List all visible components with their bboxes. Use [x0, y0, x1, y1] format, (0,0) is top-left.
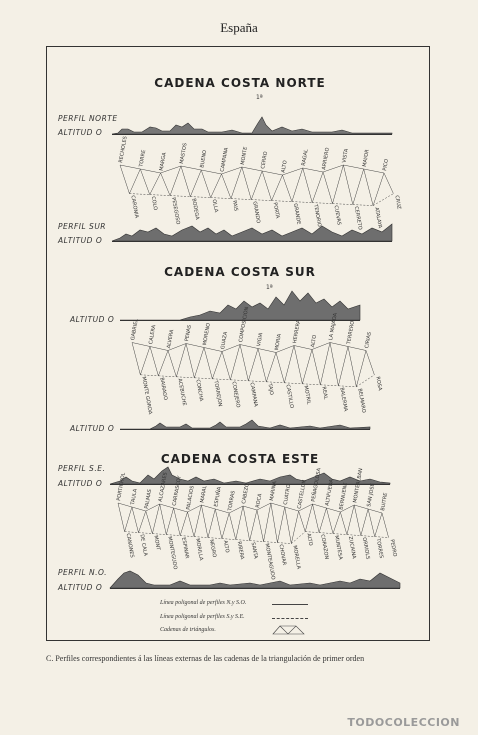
- triangle-edge: [305, 532, 319, 533]
- triangle-edge: [240, 345, 248, 381]
- triangle-edge: [140, 347, 150, 375]
- triangle-edge: [320, 385, 338, 386]
- station-label: PAIS: [230, 199, 239, 212]
- triangle-edge: [150, 173, 161, 195]
- station-label: BERNUENE: [338, 482, 350, 511]
- station-label: SANTA: [249, 541, 259, 560]
- station-label: ALCAZARES: [157, 471, 169, 503]
- triangle-edge: [326, 508, 333, 534]
- triangle-edge: [248, 381, 266, 382]
- triangle-edge: [150, 347, 158, 376]
- triangle-edge: [180, 512, 187, 536]
- station-label: TORRES: [374, 537, 385, 559]
- triangle-edge: [132, 507, 139, 533]
- station-label: MAYOR: [361, 149, 371, 168]
- section-title-norte: CADENA COSTA NORTE: [154, 76, 326, 90]
- station-label: MORILLA: [194, 537, 204, 561]
- station-label: CALERA: [148, 324, 158, 345]
- station-label: ALTIFUEDA: [324, 478, 336, 507]
- triangle-edge: [264, 542, 278, 543]
- station-label: BUITRE: [380, 492, 390, 512]
- triangle-edge: [194, 505, 201, 537]
- triangle-edge: [257, 510, 264, 542]
- triangle-edge: [343, 165, 352, 205]
- triangle-edge: [361, 536, 375, 537]
- triangle-edge: [284, 383, 302, 384]
- section-title-sur: CADENA COSTA SUR: [164, 265, 316, 279]
- triangle-edge: [231, 167, 242, 199]
- station-label: CUATRO: [282, 483, 293, 506]
- station-label: COLO: [149, 195, 159, 211]
- station-label: MONTEALBAN: [352, 467, 365, 504]
- station-label: CERRETO: [352, 205, 363, 231]
- station-label: ROSA: [374, 376, 383, 392]
- station-label: RAGAL: [300, 148, 310, 167]
- chain-sur: [124, 306, 383, 415]
- triangle-edge: [222, 539, 236, 540]
- triangle-edge: [208, 538, 222, 539]
- triangle-edge: [212, 379, 230, 380]
- triangle-edge: [292, 168, 303, 202]
- station-label: CHOVAR: [277, 543, 288, 566]
- triangle-edge: [222, 352, 230, 380]
- station-label: ZUCAINA: [346, 535, 357, 560]
- station-label: CABEZO: [241, 482, 251, 505]
- triangle-edge: [258, 349, 266, 382]
- station-label: GRANDE: [291, 202, 302, 225]
- altitud-sur-bottom: ALTITUD O: [70, 424, 115, 433]
- triangle-edge: [174, 508, 181, 536]
- station-label: CONEJERO: [230, 381, 241, 409]
- triangle-edge: [382, 513, 389, 538]
- triangle-edge: [248, 349, 258, 381]
- triangle-edge: [132, 343, 140, 375]
- station-label: CRUZ: [393, 194, 402, 210]
- station-label: TAJO: [266, 383, 275, 396]
- triangle-edge: [338, 347, 348, 386]
- station-label: TORRAS: [227, 490, 237, 512]
- station-label: OLLA: [210, 198, 219, 213]
- triangle-edge: [330, 343, 338, 386]
- triangle-edge: [305, 504, 312, 532]
- station-label: ARRIERO: [321, 147, 331, 171]
- station-label: PORTICHOL: [116, 472, 127, 502]
- station-label: CARONIA: [129, 194, 140, 219]
- station-label: CAMPANA: [248, 382, 259, 408]
- triangle-edge: [319, 508, 326, 533]
- triangle-edge: [194, 378, 212, 379]
- station-label: GUAZA: [220, 331, 230, 350]
- station-label: ATALAYA: [373, 206, 383, 229]
- triangle-edge: [176, 377, 194, 378]
- legend-line2-label: Línea poligonal de perfiles S.y S.E.: [160, 614, 245, 620]
- triangle-edge: [320, 343, 330, 385]
- station-label: MOTRIL: [302, 385, 312, 405]
- triangle-edge: [368, 509, 375, 537]
- profile-norte-bottom: [112, 218, 392, 242]
- triangle-edge: [284, 346, 294, 383]
- station-label: BELMARO: [356, 388, 367, 414]
- triangle-edge: [211, 174, 222, 198]
- station-label: CUEVAS: [332, 204, 342, 226]
- triangle-edge: [353, 169, 364, 205]
- triangle-edge: [161, 173, 170, 196]
- triangle-edge: [201, 505, 208, 538]
- triangle-edge: [303, 168, 312, 203]
- station-label: VISTA: [341, 148, 350, 164]
- altitud-este-top: ALTITUD O: [58, 479, 103, 488]
- station-label: MORENO: [202, 322, 212, 346]
- triangle-edge: [302, 384, 320, 385]
- station-label: PALMAS: [143, 488, 154, 510]
- station-label: TORREJON: [212, 380, 223, 407]
- station-label: ALVERA: [166, 329, 176, 349]
- triangle-edge: [176, 344, 186, 377]
- triangle-edge: [340, 512, 347, 535]
- triangle-edge: [348, 347, 356, 387]
- triangle-edge: [230, 345, 240, 380]
- station-label: ALTO: [280, 159, 289, 174]
- station-label: BUENO: [199, 149, 209, 169]
- station-label: VIGIA: [256, 332, 265, 347]
- triangle-edge: [250, 541, 264, 542]
- triangle-edge: [319, 533, 333, 534]
- station-label: COMPOSICION: [238, 306, 251, 343]
- triangle-edge: [312, 350, 320, 385]
- triangle-edge: [250, 510, 257, 541]
- triangle-edge: [282, 175, 291, 202]
- perfil-sur-label: PERFIL SUR: [58, 222, 107, 231]
- station-label: PORTA: [271, 201, 281, 219]
- profile-norte-top: [112, 115, 392, 135]
- station-label: PEDRO: [388, 538, 398, 558]
- triangle-edge: [129, 169, 140, 194]
- triangle-edge: [118, 503, 125, 532]
- triangle-edge: [152, 534, 166, 535]
- legend-line1-label: Línea poligonal de perfiles N.y S.O.: [160, 600, 247, 606]
- triangle-edge: [299, 511, 306, 532]
- station-label: MORELLA: [291, 544, 302, 570]
- profile-sur-top: [120, 287, 360, 321]
- station-label: GRANDO: [251, 200, 262, 224]
- station-label: BAIRAGO: [158, 377, 169, 401]
- altitud-sur-top: ALTITUD O: [70, 315, 115, 324]
- profile-este-bottom: [110, 565, 400, 589]
- triangle-edge: [181, 166, 190, 197]
- station-label: MARINA: [268, 480, 279, 502]
- profile-sur-bottom: [120, 414, 370, 430]
- station-label: CAMPANA: [219, 147, 230, 173]
- station-label: PICO: [382, 158, 391, 172]
- station-label: CERRO: [260, 151, 270, 170]
- section-title-este: CADENA COSTA ESTE: [160, 452, 320, 466]
- triangle-edge: [201, 170, 210, 198]
- triangle-edge: [356, 351, 366, 387]
- triangle-edge: [271, 503, 278, 543]
- triangle-edge: [373, 173, 384, 206]
- triangle-edge: [168, 351, 176, 377]
- station-label: SAN JOSE: [366, 482, 377, 508]
- marker-sur: 1ª: [266, 284, 273, 291]
- station-label: NEGRO: [207, 538, 218, 558]
- triangle-edge: [140, 169, 149, 195]
- triangle-edge: [285, 507, 292, 544]
- triangle-edge: [375, 537, 389, 538]
- triangle-edge: [333, 534, 347, 535]
- station-label: RIBERA: [235, 540, 245, 560]
- triangle-edge: [242, 167, 251, 200]
- station-label: MONTEGUDO: [166, 535, 179, 570]
- triangle-edge: [120, 165, 129, 194]
- triangle-edge: [347, 535, 361, 536]
- triangle-edge: [276, 353, 284, 383]
- station-label: ROCA: [255, 493, 264, 509]
- station-label: CORAZON: [319, 533, 330, 560]
- station-label: MONTE: [239, 146, 249, 166]
- triangle-edge: [204, 348, 212, 379]
- station-label: DE CALA: [138, 533, 149, 557]
- triangle-edge: [264, 503, 271, 542]
- triangle-edge: [366, 351, 374, 375]
- triangle-edge: [158, 351, 168, 376]
- legend-line1-sample: [272, 604, 308, 605]
- station-label: ALTO: [310, 334, 319, 348]
- station-label: CASTILLO: [284, 384, 295, 409]
- triangle-edge: [229, 513, 236, 540]
- triangle-edge: [236, 540, 250, 541]
- triangle-edge: [194, 537, 208, 538]
- station-label: MORIA: [274, 333, 283, 351]
- triangle-edge: [277, 543, 291, 544]
- triangle-edge: [140, 375, 158, 376]
- altitud-este-bottom: ALTITUD O: [58, 583, 103, 592]
- triangle-edge: [262, 171, 271, 201]
- perfil-se-label: PERFIL S.E.: [58, 464, 106, 473]
- triangle-edge: [266, 353, 276, 382]
- triangle-edge: [158, 376, 176, 377]
- station-label: CASTELLON: [296, 479, 308, 510]
- station-label: MONT: [152, 534, 161, 551]
- triangle-edge: [166, 508, 173, 535]
- triangle-edge: [186, 344, 194, 378]
- station-label: MONTEAGUDO: [263, 542, 276, 581]
- station-label: HERRERA: [292, 319, 303, 344]
- station-label: ESPINAR: [180, 536, 190, 560]
- triangle-edge: [364, 169, 373, 206]
- triangle-edge: [291, 511, 298, 544]
- triangle-edge: [333, 165, 344, 204]
- altitud-norte-top: ALTITUD O: [58, 128, 103, 137]
- triangle-edge: [222, 513, 229, 539]
- perfil-no-label: PERFIL N.O.: [58, 568, 108, 577]
- triangle-edge: [190, 170, 201, 197]
- station-label: TORRE: [138, 149, 148, 168]
- station-label: GABRIEL: [130, 318, 140, 341]
- station-label: ESPUÑA: [213, 486, 223, 508]
- figure-caption: C. Perfiles correspondientes á las líneas externas de las cadenas de la triangulación de primer orden: [46, 654, 365, 663]
- triangle-edge: [138, 533, 152, 534]
- triangle-edge: [266, 382, 284, 383]
- legend-line3-label: Cadenas de triángulos.: [160, 627, 216, 633]
- triangle-edge: [160, 504, 167, 535]
- triangle-edge: [347, 505, 354, 535]
- station-label: CARRASCOY: [171, 475, 183, 507]
- triangle-edge: [313, 504, 320, 533]
- triangle-edge: [208, 509, 215, 538]
- triangle-edge: [194, 348, 204, 378]
- chain-este: [110, 467, 398, 581]
- triangle-edge: [125, 507, 132, 532]
- legend-triangles-sample: [272, 624, 308, 636]
- legend-line2-sample: [272, 618, 308, 619]
- triangle-edge: [236, 506, 243, 540]
- station-label: MARAL: [199, 485, 209, 504]
- triangle-edge: [212, 352, 222, 379]
- triangle-edge: [354, 505, 361, 536]
- triangle-edge: [338, 386, 356, 387]
- station-label: TERRERO: [346, 320, 357, 345]
- marker-norte: 1ª: [256, 94, 263, 101]
- triangle-edge: [251, 171, 262, 200]
- station-label: ORRIOLS: [360, 536, 371, 560]
- triangle-edge: [373, 194, 393, 206]
- triangle-edge: [312, 172, 323, 203]
- triangle-edge: [375, 513, 382, 537]
- triangle-edge: [302, 350, 312, 384]
- station-label: RECHOLES: [118, 135, 129, 164]
- station-label: LA MAJADA: [328, 312, 339, 341]
- triangle-edge: [222, 174, 231, 199]
- page-title: España: [220, 20, 258, 35]
- triangle-edge: [215, 509, 222, 539]
- station-label: BALERMA: [338, 387, 349, 412]
- triangle-edge: [277, 507, 284, 543]
- triangle-edge: [180, 536, 194, 537]
- station-label: MONTE GORDA: [140, 376, 153, 415]
- station-label: MARGA: [158, 152, 168, 172]
- triangle-edge: [125, 532, 139, 533]
- triangle-edge: [166, 535, 180, 536]
- triangle-edge: [146, 511, 153, 534]
- station-label: CANONES: [124, 532, 135, 559]
- triangle-edge: [152, 504, 159, 534]
- triangle-edge: [243, 506, 250, 541]
- station-label: PALACIOS: [185, 485, 196, 511]
- triangle-edge: [230, 380, 248, 381]
- station-label: MUNTESA: [333, 534, 344, 561]
- station-label: REAL: [320, 386, 329, 400]
- station-label: PENAS: [184, 324, 193, 342]
- station-label: ALTO: [221, 539, 230, 554]
- triangle-edge: [170, 166, 181, 196]
- station-label: PEÑAGOLOSA: [310, 467, 323, 503]
- watermark-logo: TODOCOLECCION: [347, 716, 460, 729]
- profile-este-top: [110, 463, 390, 485]
- station-label: BODEGA: [190, 197, 201, 221]
- triangle-edge: [333, 512, 340, 534]
- triangle-edge: [323, 172, 332, 204]
- station-label: CONCHA: [194, 379, 205, 402]
- station-label: MASTOS: [178, 142, 189, 165]
- altitud-norte-bottom: ALTITUD O: [58, 236, 103, 245]
- perfil-norte-label: PERFIL NORTE: [58, 114, 118, 123]
- station-label: ACEBUCHE: [176, 378, 188, 407]
- station-label: ALTO: [305, 532, 314, 547]
- triangle-edge: [361, 509, 368, 536]
- triangle-edge: [272, 175, 283, 201]
- triangle-edge: [138, 511, 145, 533]
- station-label: PESEGOSO: [170, 196, 181, 225]
- triangle-edge: [187, 512, 194, 537]
- triangle-edge: [294, 346, 302, 384]
- station-label: TAULA: [129, 488, 139, 506]
- station-label: TENORIO: [312, 203, 323, 228]
- station-label: CIRIAS: [364, 331, 373, 349]
